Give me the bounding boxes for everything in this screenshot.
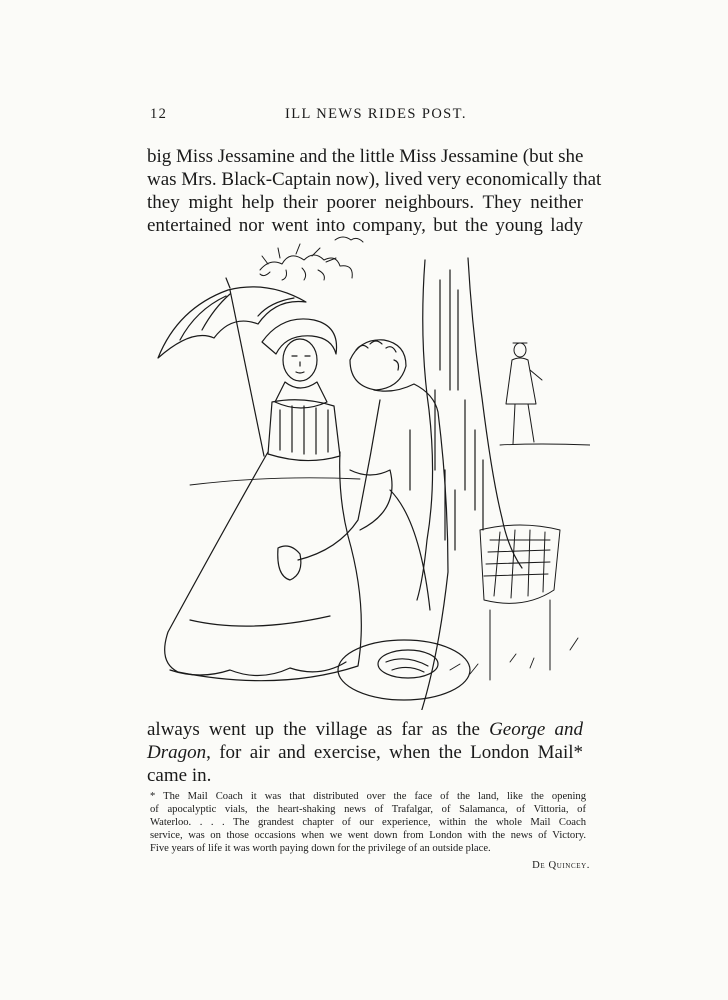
running-head: ILL NEWS RIDES POST. xyxy=(285,106,467,122)
text-line: entertained nor went into company, but the young lady xyxy=(147,215,583,236)
footnote-line: service, was on those occasions when we went down from London with the news of Victory. xyxy=(150,830,586,841)
distant-soldier xyxy=(506,343,542,444)
inn-name-part: Dragon xyxy=(147,742,207,763)
text-line: was Mrs. Black-Captain now), lived very economically that xyxy=(147,169,602,190)
footnote-line: Five years of life it was worth paying down for the privilege of an outside place. xyxy=(150,843,491,854)
bench xyxy=(480,525,560,680)
page-number: 12 xyxy=(150,106,168,122)
page-header xyxy=(150,106,590,128)
lady-right xyxy=(298,340,448,710)
text-line: big Miss Jessamine and the little Miss Jessamine (but she xyxy=(147,146,584,167)
illustration xyxy=(150,230,590,710)
foliage xyxy=(260,237,363,280)
text-line xyxy=(147,718,583,741)
footnote-line: * The Mail Coach it was that distributed over the face of the land, like the opening xyxy=(150,791,586,802)
paragraph-top xyxy=(147,145,602,237)
text-run: always went up the village as far as the xyxy=(147,719,490,740)
lady-left xyxy=(165,319,362,681)
tree-trunk xyxy=(417,258,522,600)
footnote-line: Waterloo. . . . The grandest chapter of our experience, within the whole Mail Coach xyxy=(150,817,586,828)
footnote-attribution: De Quincey. xyxy=(532,860,590,871)
footnote-line: of apocalyptic vials, the heart-shaking news of Trafalgar, of Salamanca, of Vittoria, of xyxy=(150,804,586,815)
paragraph-bottom xyxy=(147,718,583,787)
text-line: came in. xyxy=(147,765,212,786)
text-run: , for air and exercise, when the London Mail* xyxy=(206,742,583,763)
footnote xyxy=(150,790,586,855)
text-line: they might help their poorer neighbours. They neither xyxy=(147,192,583,213)
inn-name-part: George and xyxy=(489,719,584,740)
text-line xyxy=(147,741,583,764)
